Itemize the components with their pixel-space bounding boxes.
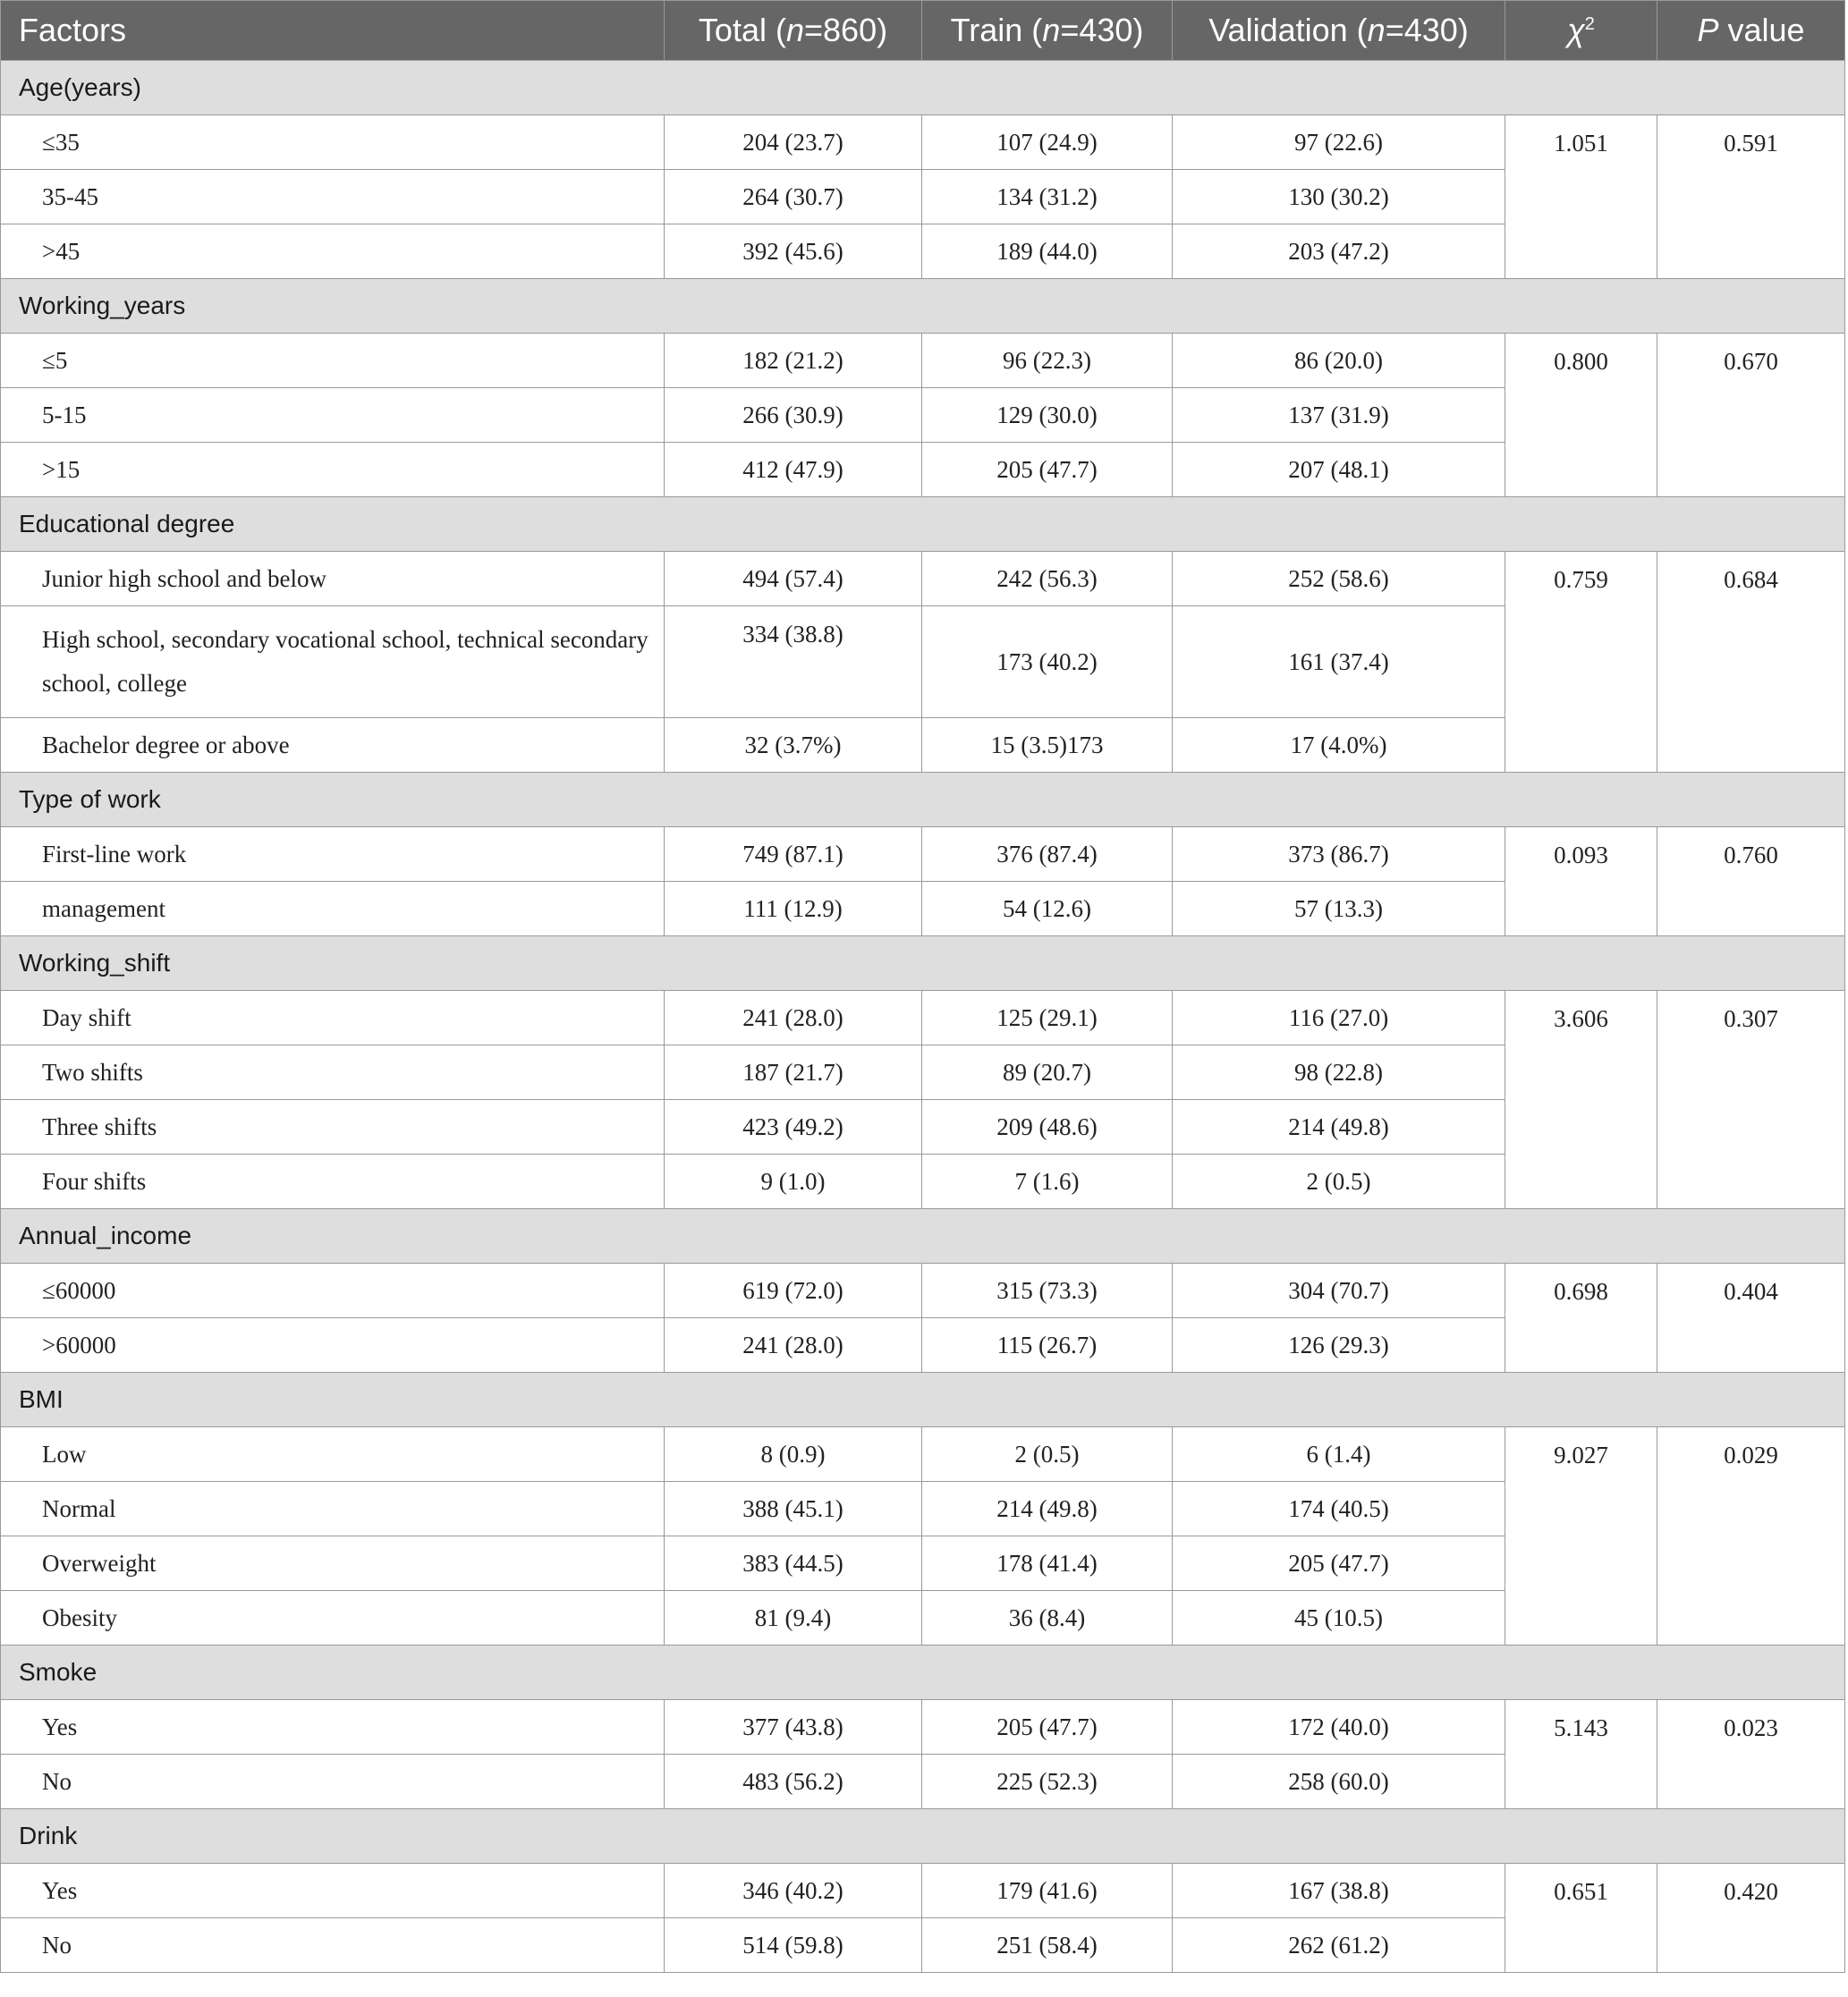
table-header-row — [1, 1, 1845, 61]
validation-cell: 214 (49.8) — [1173, 1100, 1505, 1155]
section-title: Drink — [1, 1809, 1845, 1864]
factor-label: Overweight — [1, 1536, 665, 1591]
total-cell: 266 (30.9) — [665, 388, 922, 443]
total-cell: 241 (28.0) — [665, 1318, 922, 1373]
header-train — [922, 1, 1173, 61]
total-cell: 187 (21.7) — [665, 1045, 922, 1100]
chi-square-cell: 0.800 — [1505, 334, 1657, 497]
header-train-pre: Train ( — [950, 12, 1043, 48]
factor-label: 35-45 — [1, 170, 665, 224]
section-title: Smoke — [1, 1646, 1845, 1700]
total-cell: 749 (87.1) — [665, 827, 922, 882]
chi-square-cell: 5.143 — [1505, 1700, 1657, 1809]
chi-square-cell: 0.698 — [1505, 1264, 1657, 1373]
factor-label: ≤35 — [1, 115, 665, 170]
factor-label: Yes — [1, 1864, 665, 1918]
table-row — [1, 552, 1845, 606]
table-row — [1, 991, 1845, 1045]
section-row — [1, 61, 1845, 115]
validation-cell: 258 (60.0) — [1173, 1755, 1505, 1809]
table-row — [1, 1264, 1845, 1318]
train-cell: 251 (58.4) — [922, 1918, 1173, 1973]
train-cell: 134 (31.2) — [922, 170, 1173, 224]
train-cell: 225 (52.3) — [922, 1755, 1173, 1809]
train-cell: 107 (24.9) — [922, 115, 1173, 170]
factor-label: First-line work — [1, 827, 665, 882]
p-value-cell: 0.684 — [1657, 552, 1845, 773]
validation-cell: 172 (40.0) — [1173, 1700, 1505, 1755]
factor-label: No — [1, 1755, 665, 1809]
total-cell: 182 (21.2) — [665, 334, 922, 388]
train-cell: 173 (40.2) — [922, 606, 1173, 718]
factor-label: >60000 — [1, 1318, 665, 1373]
total-cell: 334 (38.8) — [665, 606, 922, 718]
table-row — [1, 1427, 1845, 1482]
factor-label: ≤60000 — [1, 1264, 665, 1318]
train-cell: 315 (73.3) — [922, 1264, 1173, 1318]
validation-cell: 304 (70.7) — [1173, 1264, 1505, 1318]
validation-cell: 45 (10.5) — [1173, 1591, 1505, 1646]
train-cell: 178 (41.4) — [922, 1536, 1173, 1591]
chi-square-cell: 9.027 — [1505, 1427, 1657, 1646]
chi-square-cell: 0.759 — [1505, 552, 1657, 773]
train-cell: 179 (41.6) — [922, 1864, 1173, 1918]
header-valid-pre: Validation ( — [1208, 12, 1368, 48]
factor-label: No — [1, 1918, 665, 1973]
p-value-cell: 0.023 — [1657, 1700, 1845, 1809]
factor-label: Day shift — [1, 991, 665, 1045]
total-cell: 383 (44.5) — [665, 1536, 922, 1591]
factor-label: Junior high school and below — [1, 552, 665, 606]
total-cell: 9 (1.0) — [665, 1155, 922, 1209]
validation-cell: 17 (4.0%) — [1173, 718, 1505, 773]
factor-label: Low — [1, 1427, 665, 1482]
validation-cell: 262 (61.2) — [1173, 1918, 1505, 1973]
chi-square-cell: 0.093 — [1505, 827, 1657, 936]
section-row — [1, 773, 1845, 827]
section-row — [1, 497, 1845, 552]
section-title: Working_shift — [1, 936, 1845, 991]
validation-cell: 6 (1.4) — [1173, 1427, 1505, 1482]
validation-cell: 126 (29.3) — [1173, 1318, 1505, 1373]
factor-label: Normal — [1, 1482, 665, 1536]
header-chi-square — [1505, 1, 1657, 61]
total-cell: 264 (30.7) — [665, 170, 922, 224]
header-valid-n: n — [1367, 12, 1386, 48]
header-p-value — [1657, 1, 1845, 61]
section-title: Age(years) — [1, 61, 1845, 115]
train-cell: 376 (87.4) — [922, 827, 1173, 882]
validation-cell: 207 (48.1) — [1173, 443, 1505, 497]
table-body — [1, 61, 1845, 1973]
total-cell: 483 (56.2) — [665, 1755, 922, 1809]
total-cell: 377 (43.8) — [665, 1700, 922, 1755]
header-chi-symbol: χ — [1567, 12, 1585, 48]
factor-label: 5-15 — [1, 388, 665, 443]
train-cell: 129 (30.0) — [922, 388, 1173, 443]
validation-cell: 98 (22.8) — [1173, 1045, 1505, 1100]
header-total-n: n — [785, 12, 804, 48]
total-cell: 412 (47.9) — [665, 443, 922, 497]
header-p-rest: value — [1718, 12, 1805, 48]
factor-label: management — [1, 882, 665, 936]
section-title: BMI — [1, 1373, 1845, 1427]
chi-square-cell: 0.651 — [1505, 1864, 1657, 1973]
header-total — [665, 1, 922, 61]
train-cell: 242 (56.3) — [922, 552, 1173, 606]
factor-label: Two shifts — [1, 1045, 665, 1100]
header-total-post: =860) — [804, 12, 888, 48]
train-cell: 205 (47.7) — [922, 443, 1173, 497]
section-title: Type of work — [1, 773, 1845, 827]
factor-label: Four shifts — [1, 1155, 665, 1209]
total-cell: 392 (45.6) — [665, 224, 922, 279]
header-chi-sup: 2 — [1584, 14, 1595, 34]
p-value-cell: 0.404 — [1657, 1264, 1845, 1373]
header-validation — [1173, 1, 1505, 61]
validation-cell: 373 (86.7) — [1173, 827, 1505, 882]
total-cell: 204 (23.7) — [665, 115, 922, 170]
table-row — [1, 1864, 1845, 1918]
section-title: Educational degree — [1, 497, 1845, 552]
train-cell: 125 (29.1) — [922, 991, 1173, 1045]
train-cell: 189 (44.0) — [922, 224, 1173, 279]
validation-cell: 130 (30.2) — [1173, 170, 1505, 224]
section-row — [1, 1646, 1845, 1700]
validation-cell: 97 (22.6) — [1173, 115, 1505, 170]
total-cell: 111 (12.9) — [665, 882, 922, 936]
p-value-cell: 0.307 — [1657, 991, 1845, 1209]
total-cell: 388 (45.1) — [665, 1482, 922, 1536]
section-row — [1, 1809, 1845, 1864]
factor-label: High school, secondary vocational school, technical secondary school, college — [1, 606, 665, 718]
table-row — [1, 115, 1845, 170]
chi-square-cell: 1.051 — [1505, 115, 1657, 279]
train-cell: 54 (12.6) — [922, 882, 1173, 936]
section-title: Annual_income — [1, 1209, 1845, 1264]
header-total-pre: Total ( — [698, 12, 786, 48]
total-cell: 81 (9.4) — [665, 1591, 922, 1646]
chi-square-cell: 3.606 — [1505, 991, 1657, 1209]
section-row — [1, 1373, 1845, 1427]
validation-cell: 2 (0.5) — [1173, 1155, 1505, 1209]
train-cell: 36 (8.4) — [922, 1591, 1173, 1646]
header-train-n: n — [1042, 12, 1061, 48]
p-value-cell: 0.420 — [1657, 1864, 1845, 1973]
total-cell: 423 (49.2) — [665, 1100, 922, 1155]
train-cell: 89 (20.7) — [922, 1045, 1173, 1100]
validation-cell: 252 (58.6) — [1173, 552, 1505, 606]
validation-cell: 137 (31.9) — [1173, 388, 1505, 443]
total-cell: 32 (3.7%) — [665, 718, 922, 773]
section-row — [1, 936, 1845, 991]
total-cell: 494 (57.4) — [665, 552, 922, 606]
train-cell: 2 (0.5) — [922, 1427, 1173, 1482]
table-row — [1, 1700, 1845, 1755]
validation-cell: 174 (40.5) — [1173, 1482, 1505, 1536]
train-cell: 214 (49.8) — [922, 1482, 1173, 1536]
header-factors: Factors — [1, 1, 665, 61]
train-cell: 15 (3.5)173 — [922, 718, 1173, 773]
section-title: Working_years — [1, 279, 1845, 334]
validation-cell: 203 (47.2) — [1173, 224, 1505, 279]
train-cell: 115 (26.7) — [922, 1318, 1173, 1373]
validation-cell: 116 (27.0) — [1173, 991, 1505, 1045]
section-row — [1, 1209, 1845, 1264]
total-cell: 8 (0.9) — [665, 1427, 922, 1482]
total-cell: 346 (40.2) — [665, 1864, 922, 1918]
validation-cell: 167 (38.8) — [1173, 1864, 1505, 1918]
total-cell: 619 (72.0) — [665, 1264, 922, 1318]
validation-cell: 161 (37.4) — [1173, 606, 1505, 718]
factor-label: >45 — [1, 224, 665, 279]
validation-cell: 86 (20.0) — [1173, 334, 1505, 388]
table-row — [1, 827, 1845, 882]
p-value-cell: 0.591 — [1657, 115, 1845, 279]
header-train-post: =430) — [1060, 12, 1144, 48]
factor-label: ≤5 — [1, 334, 665, 388]
train-cell: 205 (47.7) — [922, 1700, 1173, 1755]
section-row — [1, 279, 1845, 334]
table-row — [1, 334, 1845, 388]
train-cell: 96 (22.3) — [922, 334, 1173, 388]
factor-label: Obesity — [1, 1591, 665, 1646]
train-cell: 209 (48.6) — [922, 1100, 1173, 1155]
factor-label: >15 — [1, 443, 665, 497]
factor-label: Yes — [1, 1700, 665, 1755]
validation-cell: 57 (13.3) — [1173, 882, 1505, 936]
factor-label: Three shifts — [1, 1100, 665, 1155]
total-cell: 241 (28.0) — [665, 991, 922, 1045]
p-value-cell: 0.670 — [1657, 334, 1845, 497]
p-value-cell: 0.760 — [1657, 827, 1845, 936]
total-cell: 514 (59.8) — [665, 1918, 922, 1973]
header-valid-post: =430) — [1385, 12, 1469, 48]
validation-cell: 205 (47.7) — [1173, 1536, 1505, 1591]
header-p-italic: P — [1697, 12, 1719, 48]
p-value-cell: 0.029 — [1657, 1427, 1845, 1646]
factor-label: Bachelor degree or above — [1, 718, 665, 773]
train-cell: 7 (1.6) — [922, 1155, 1173, 1209]
